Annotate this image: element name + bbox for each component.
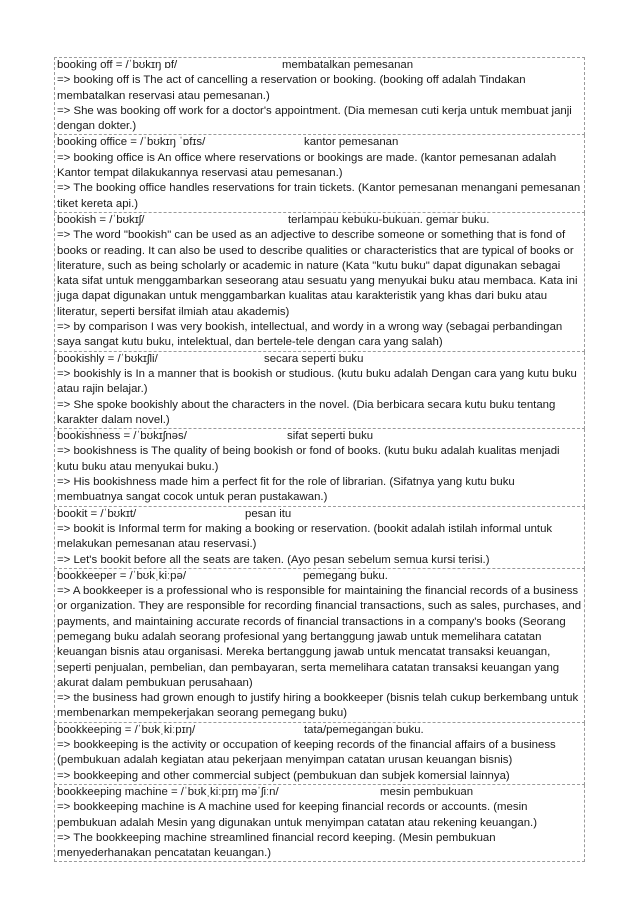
entry-example: => She was booking off work for a doctor's appointment. (Dia memesan cuti kerja untuk membuat janji dengan dokter.) bbox=[57, 104, 572, 133]
dictionary-entry bbox=[54, 429, 585, 506]
entry-term: booking off = /ˈbʊkɪŋ ɒf/ bbox=[57, 59, 178, 71]
entry-example: => She spoke bookishly about the characters in the novel. (Dia berbicara secara kutu buku tentang karakter dalam novel.) bbox=[57, 398, 556, 426]
entry-heading bbox=[57, 507, 582, 522]
entry-example: => by comparison I was very bookish, intellectual, and wordy in a wrong way (sebagai perbandingan saya sangat kutu buku, intelektual, dan bertele-tele dengan cara yang salah) bbox=[57, 321, 563, 349]
entry-heading bbox=[57, 569, 582, 584]
dictionary-entry bbox=[54, 213, 585, 352]
entry-definition: => booking off is The act of cancelling a reservation or booking. (booking off adalah Tindakan membatalkan reservasi atau pemesanan.) bbox=[57, 74, 526, 102]
entry-example: => Let's bookit before all the seats are taken. (Ayo pesan sebelum semua kursi terisi.) bbox=[57, 553, 490, 566]
entry-example: => bookkeeping and other commercial subject (pembukuan dan subjek komersial lainnya) bbox=[57, 769, 510, 782]
entry-term: bookkeeping = /ˈbʊkˌkiːpɪŋ/ bbox=[57, 723, 196, 736]
entry-example: => the business had grown enough to justify hiring a bookkeeper (bisnis telah cukup berkembang untuk membenarkan mempekerjakan seorang pemegang buku) bbox=[57, 692, 579, 720]
entry-translation: sifat seperti buku bbox=[287, 430, 374, 443]
entry-term: bookkeeping machine = /ˈbʊkˌkiːpɪŋ məˈʃiːn/ bbox=[57, 785, 279, 798]
entry-term: booking office = /ˈbʊkɪŋ ˈɒfɪs/ bbox=[57, 136, 206, 149]
entry-heading bbox=[57, 785, 582, 800]
dictionary-entry bbox=[54, 723, 585, 785]
entry-heading bbox=[57, 58, 582, 73]
entry-definition: => bookishly is In a manner that is bookish or studious. (kutu buku adalah Dengan cara yang kutu buku atau rajin belajar.) bbox=[57, 367, 577, 396]
entry-definition: => A bookkeeper is a professional who is responsible for maintaining the financial records of a business or organization. They are responsible for recording financial transactions, such as sales, purchases, and payments, and maintaining accurate records of financial transactions in a company's books (Seorang pemegang buku adalah seorang profesional yang bertanggung jawab untuk memelihara catatan keuangan bisnis atau organisasi. Mereka bertanggung jawab untuk mencatat transaksi keuangan, seperti penjualan, pembelian, dan pembayaran, serta memelihara catatan transaksi keuangan yang akurat dalam pembukuan perusahaan) bbox=[57, 585, 582, 689]
entry-definition: => bookishness is The quality of being bookish or fond of books. (kutu buku adalah kualitas menjadi kutu buku atau menyukai buku.) bbox=[57, 445, 560, 473]
entry-definition: => bookkeeping machine is A machine used for keeping financial records or accounts. (mesin pembukuan adalah Mesin yang digunakan untuk menyimpan catatan atau rekening keuangan.) bbox=[57, 801, 538, 829]
entry-definition: => bookit is Informal term for making a booking or reservation. (bookit adalah istilah informal untuk melakukan pemesanan atau reservasi.) bbox=[57, 522, 553, 551]
entry-example: => The bookkeeping machine streamlined financial record keeping. (Mesin pembukuan menyederhanakan pencatatan keuangan.) bbox=[57, 831, 496, 860]
dictionary-entry bbox=[54, 507, 585, 569]
entry-heading bbox=[57, 429, 582, 444]
entry-definition: => bookkeeping is the activity or occupation of keeping records of the financial affairs of a business (pembukuan adalah kegiatan atau pekerjaan menyimpan catatan urusan keuangan bisnis) bbox=[57, 739, 556, 767]
dictionary-entry bbox=[54, 569, 585, 723]
dictionary-entry bbox=[54, 352, 585, 429]
dictionary-entry bbox=[54, 135, 585, 212]
dictionary-entry bbox=[54, 785, 585, 862]
entry-example: => His bookishness made him a perfect fit for the role of librarian. (Sifatnya yang kutu buku membuatnya sangat cocok untuk peran pustakawan.) bbox=[57, 476, 515, 504]
entry-translation: tata/pemegangan buku. bbox=[304, 723, 424, 736]
entry-translation: pesan itu bbox=[245, 507, 292, 520]
entry-definition: => booking office is An office where reservations or bookings are made. (kantor pemesanan adalah Kantor tempat dilakukannya reservasi atau pemesanan.) bbox=[57, 151, 557, 180]
dictionary-entry bbox=[54, 57, 585, 135]
entry-translation: mesin pembukuan bbox=[380, 785, 474, 798]
entry-translation: secara seperti buku bbox=[264, 352, 364, 365]
entry-example: => The booking office handles reservations for train tickets. (Kantor pemesanan menangani pemesanan tiket kereta api.) bbox=[57, 182, 581, 210]
dictionary-page bbox=[54, 57, 585, 862]
entry-translation: terlampau kebuku-bukuan. gemar buku. bbox=[288, 213, 490, 226]
entry-term: bookish = /ˈbʊkɪʃ/ bbox=[57, 213, 145, 226]
entry-translation: membatalkan pemesanan bbox=[282, 59, 414, 71]
entry-translation: kantor pemesanan bbox=[304, 136, 399, 149]
entry-heading bbox=[57, 723, 582, 738]
entry-heading bbox=[57, 135, 582, 150]
entry-heading bbox=[57, 352, 582, 367]
entry-term: bookkeeper = /ˈbʊkˌkiːpə/ bbox=[57, 569, 186, 582]
entry-translation: pemegang buku. bbox=[303, 569, 388, 582]
entry-term: bookishness = /ˈbʊkɪʃnəs/ bbox=[57, 430, 187, 443]
entry-term: bookit = /ˈbʊkɪt/ bbox=[57, 507, 137, 520]
entry-definition: => The word "bookish" can be used as an adjective to describe someone or something that is fond of books or reading. It can also be used to describe qualities or characteristics that are typical of books or literature, such as being scholarly or academic in nature (Kata "kutu buku" dapat digunakan sebagai kata sifat untuk menggambarkan seseorang atau sesuatu yang menyukai buku atau membaca. Kata ini juga dapat digunakan untuk menggambarkan kualitas atau karakteristik yang khas dari buku atau literatur, seperti bersifat ilmiah atau akademis) bbox=[57, 229, 578, 318]
entry-heading bbox=[57, 213, 582, 228]
entry-term: bookishly = /ˈbʊkɪʃli/ bbox=[57, 352, 158, 365]
